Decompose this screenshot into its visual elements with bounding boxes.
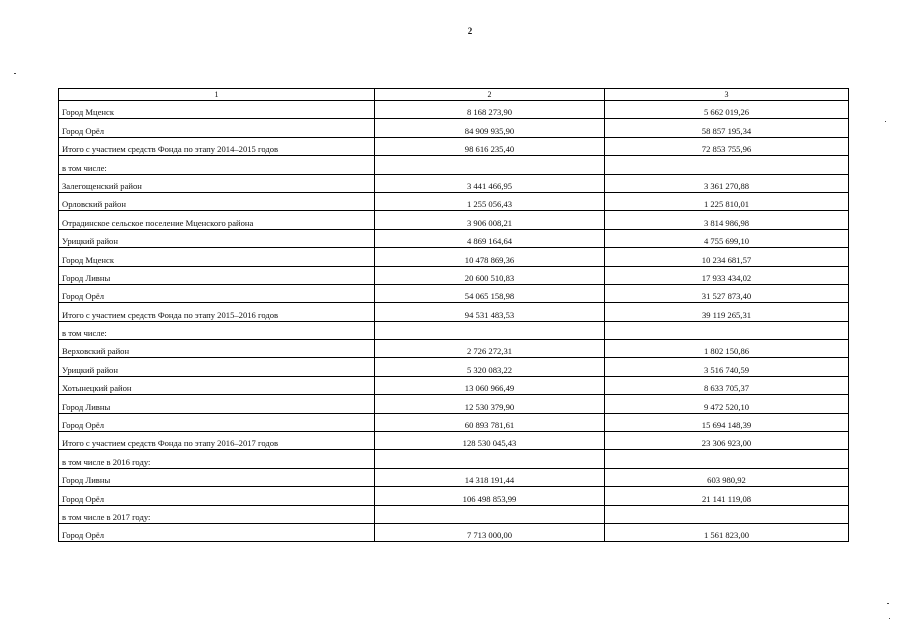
value-col3-cell xyxy=(605,321,849,339)
table-row xyxy=(59,266,849,284)
table-row xyxy=(59,395,849,413)
region-name-cell: Урицкий район xyxy=(59,229,375,247)
value-col2-cell: 106 498 853,99 xyxy=(375,487,605,505)
table-row xyxy=(59,468,849,486)
value-col3-cell: 58 857 195,34 xyxy=(605,119,849,137)
region-name-cell: Орловский район xyxy=(59,192,375,210)
region-name-cell: Верховский район xyxy=(59,340,375,358)
region-name-cell: Город Ливны xyxy=(59,266,375,284)
value-col3-cell: 39 119 265,31 xyxy=(605,303,849,321)
value-col3-cell: 1 561 823,00 xyxy=(605,523,849,541)
table-row xyxy=(59,192,849,210)
region-name-cell: Итого с участием средств Фонда по этапу 2015–2016 годов xyxy=(59,303,375,321)
fund-allocation-table xyxy=(58,88,849,542)
region-name-cell: Город Орёл xyxy=(59,413,375,431)
table-row xyxy=(59,101,849,119)
value-col2-cell: 94 531 483,53 xyxy=(375,303,605,321)
region-name-cell: Урицкий район xyxy=(59,358,375,376)
region-name-cell: в том числе в 2017 году: xyxy=(59,505,375,523)
region-name-cell: Город Орёл xyxy=(59,119,375,137)
region-name-cell: Залегощенский район xyxy=(59,174,375,192)
table-row xyxy=(59,340,849,358)
value-col2-cell: 84 909 935,90 xyxy=(375,119,605,137)
scan-speck xyxy=(887,603,889,604)
value-col2-cell: 13 060 966,49 xyxy=(375,376,605,394)
value-col3-cell: 21 141 119,08 xyxy=(605,487,849,505)
value-col3-cell: 15 694 148,39 xyxy=(605,413,849,431)
table-body xyxy=(59,89,849,542)
value-col3-cell: 1 802 150,86 xyxy=(605,340,849,358)
table-row xyxy=(59,229,849,247)
value-col3-cell: 17 933 434,02 xyxy=(605,266,849,284)
value-col2-cell: 5 320 083,22 xyxy=(375,358,605,376)
value-col2-cell: 2 726 272,31 xyxy=(375,340,605,358)
table-row xyxy=(59,432,849,450)
value-col3-cell: 31 527 873,40 xyxy=(605,284,849,302)
value-col2-cell xyxy=(375,156,605,174)
value-col2-cell: 8 168 273,90 xyxy=(375,101,605,119)
table-row xyxy=(59,358,849,376)
value-col2-cell: 20 600 510,83 xyxy=(375,266,605,284)
table-row xyxy=(59,248,849,266)
table-row xyxy=(59,487,849,505)
table-row xyxy=(59,284,849,302)
value-col3-cell: 603 980,92 xyxy=(605,468,849,486)
region-name-cell: Город Орёл xyxy=(59,487,375,505)
table-row xyxy=(59,413,849,431)
value-col3-cell xyxy=(605,156,849,174)
column-header: 1 xyxy=(59,89,375,101)
value-col3-cell: 3 361 270,88 xyxy=(605,174,849,192)
value-col3-cell: 8 633 705,37 xyxy=(605,376,849,394)
value-col2-cell: 12 530 379,90 xyxy=(375,395,605,413)
value-col2-cell: 4 869 164,64 xyxy=(375,229,605,247)
value-col2-cell: 98 616 235,40 xyxy=(375,137,605,155)
region-name-cell: Итого с участием средств Фонда по этапу 2016–2017 годов xyxy=(59,432,375,450)
scan-speck xyxy=(14,73,16,74)
table-row xyxy=(59,156,849,174)
value-col2-cell: 7 713 000,00 xyxy=(375,523,605,541)
table-row xyxy=(59,137,849,155)
value-col3-cell: 23 306 923,00 xyxy=(605,432,849,450)
region-name-cell: в том числе: xyxy=(59,321,375,339)
value-col3-cell: 5 662 019,26 xyxy=(605,101,849,119)
value-col3-cell: 3 814 986,98 xyxy=(605,211,849,229)
value-col3-cell: 9 472 520,10 xyxy=(605,395,849,413)
region-name-cell: Город Мценск xyxy=(59,248,375,266)
value-col2-cell: 3 906 008,21 xyxy=(375,211,605,229)
value-col3-cell xyxy=(605,505,849,523)
region-name-cell: Отрадинское сельское поселение Мценского района xyxy=(59,211,375,229)
table-row xyxy=(59,505,849,523)
page-number: 2 xyxy=(467,26,473,36)
scan-speck xyxy=(889,618,890,619)
column-header: 3 xyxy=(605,89,849,101)
table-row xyxy=(59,211,849,229)
scan-speck xyxy=(885,121,886,122)
region-name-cell: Хотынецкий район xyxy=(59,376,375,394)
table-header-row xyxy=(59,89,849,101)
value-col3-cell: 72 853 755,96 xyxy=(605,137,849,155)
value-col2-cell xyxy=(375,321,605,339)
value-col2-cell: 10 478 869,36 xyxy=(375,248,605,266)
value-col2-cell xyxy=(375,505,605,523)
table-row xyxy=(59,450,849,468)
region-name-cell: в том числе в 2016 году: xyxy=(59,450,375,468)
region-name-cell: Город Орёл xyxy=(59,523,375,541)
region-name-cell: Город Ливны xyxy=(59,468,375,486)
region-name-cell: Итого с участием средств Фонда по этапу 2014–2015 годов xyxy=(59,137,375,155)
table-row xyxy=(59,523,849,541)
column-header: 2 xyxy=(375,89,605,101)
region-name-cell: Город Мценск xyxy=(59,101,375,119)
value-col2-cell: 1 255 056,43 xyxy=(375,192,605,210)
value-col3-cell: 10 234 681,57 xyxy=(605,248,849,266)
value-col3-cell xyxy=(605,450,849,468)
value-col2-cell: 60 893 781,61 xyxy=(375,413,605,431)
table-row xyxy=(59,376,849,394)
table-row xyxy=(59,174,849,192)
value-col2-cell: 128 530 045,43 xyxy=(375,432,605,450)
value-col2-cell: 3 441 466,95 xyxy=(375,174,605,192)
region-name-cell: в том числе: xyxy=(59,156,375,174)
region-name-cell: Город Орёл xyxy=(59,284,375,302)
region-name-cell: Город Ливны xyxy=(59,395,375,413)
table-row xyxy=(59,119,849,137)
value-col2-cell: 54 065 158,98 xyxy=(375,284,605,302)
value-col2-cell: 14 318 191,44 xyxy=(375,468,605,486)
value-col3-cell: 1 225 810,01 xyxy=(605,192,849,210)
value-col3-cell: 4 755 699,10 xyxy=(605,229,849,247)
value-col2-cell xyxy=(375,450,605,468)
value-col3-cell: 3 516 740,59 xyxy=(605,358,849,376)
table-row xyxy=(59,303,849,321)
table-row xyxy=(59,321,849,339)
